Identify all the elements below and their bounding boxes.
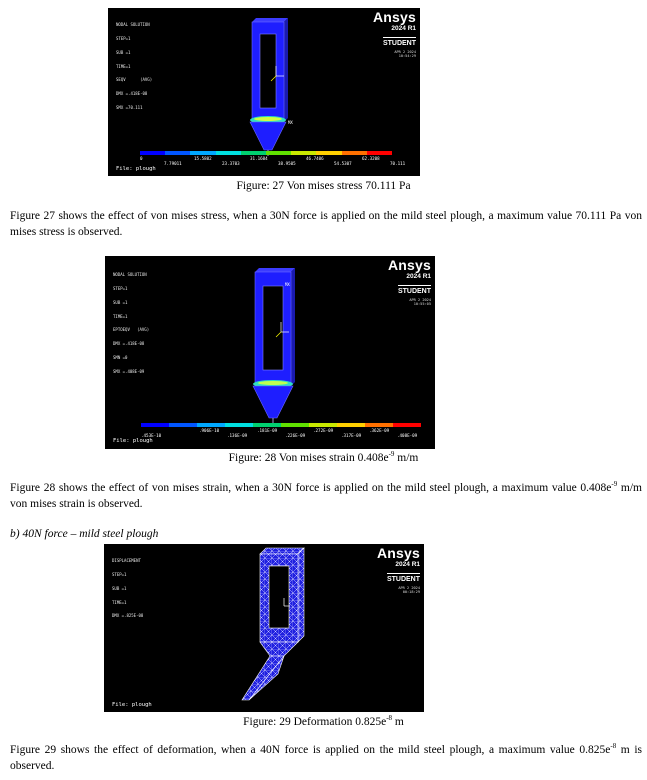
header-line: SUB =1 xyxy=(116,49,131,55)
legend-label: .181E-09 xyxy=(257,428,278,433)
legend-label: 0 xyxy=(140,156,143,161)
color-legend xyxy=(140,151,392,155)
paragraph-figure-29 xyxy=(10,742,642,774)
date-label: APR 2 2024 xyxy=(398,586,420,590)
figure-29-caption xyxy=(0,716,647,728)
max-tag: MX xyxy=(288,120,293,125)
para-text-end: m/m von mises strain is observed. xyxy=(10,482,642,510)
legend-label: 38.9505 xyxy=(278,161,296,166)
ansys-logo: Ansys xyxy=(372,9,416,25)
legend-swatch xyxy=(165,151,190,155)
legend-label: 7.79011 xyxy=(164,161,182,166)
header-line: DMX =.418E-08 xyxy=(113,341,145,347)
legend-label: 23.3703 xyxy=(222,161,240,166)
time-label: 10:55:05 xyxy=(413,302,431,307)
legend-label: .906E-10 xyxy=(199,428,220,433)
caption-unit: m xyxy=(392,716,404,728)
version-label: 2024 R1 xyxy=(406,273,431,280)
figure-28-caption xyxy=(0,452,647,464)
legend-label: .453E-10 xyxy=(141,433,162,438)
file-label: File: plough xyxy=(113,438,153,444)
header-line: NODAL SOLUTION xyxy=(113,272,147,278)
legend-swatch xyxy=(337,423,365,427)
fig28-model xyxy=(105,256,435,449)
date-label: APR 2 2024 xyxy=(409,298,431,302)
header-line: NODAL SOLUTION xyxy=(116,22,150,28)
caption-exponent: -9 xyxy=(388,450,395,459)
header-line: SUB =1 xyxy=(112,585,127,591)
legend-label: .408E-09 xyxy=(397,433,418,438)
fig29-mesh-model xyxy=(104,544,424,712)
header-line: STEP=1 xyxy=(112,571,127,577)
legend-swatch xyxy=(197,423,225,427)
caption-unit: m/m xyxy=(394,452,419,464)
legend-swatch xyxy=(291,151,316,155)
legend-swatch xyxy=(253,423,281,427)
figure-29-image xyxy=(104,544,424,712)
figure-27-caption: Figure: 27 Von mises stress 70.111 Pa xyxy=(236,180,411,192)
legend-swatch xyxy=(169,423,197,427)
para-text: Figure 29 shows the effect of deformation, when a 40N force is applied on the mild steel plough, a maximum value 0.825e xyxy=(10,744,611,756)
header-line: DMX =.825E-08 xyxy=(112,613,144,619)
legend-swatch xyxy=(225,423,253,427)
header-line: SMX =.408E-09 xyxy=(113,368,145,374)
legend-swatch xyxy=(190,151,215,155)
header-line: SMX =70.111 xyxy=(116,104,143,110)
header-line: SEQV (AVG) xyxy=(116,77,153,83)
legend-label: .226E-09 xyxy=(285,433,306,438)
legend-swatch xyxy=(316,151,341,155)
legend-swatch xyxy=(342,151,367,155)
caption-exponent: -8 xyxy=(386,714,393,723)
legend-label: 70.111 xyxy=(390,161,406,166)
version-label: 2024 R1 xyxy=(395,561,420,568)
figure-28-image xyxy=(105,256,435,449)
paragraph-figure-27: Figure 27 shows the effect of von mises stress, when a 30N force is applied on the mild steel plough, a maximum value 70.111 Pa von mises stress is observed. xyxy=(10,210,642,238)
time-label: 10:54:29 xyxy=(398,54,416,59)
legend-label: 62.3208 xyxy=(362,156,380,161)
legend-swatch xyxy=(393,423,421,427)
header-line: STEP=1 xyxy=(113,285,128,291)
header-line: EPTOEQV (AVG) xyxy=(113,327,150,333)
header-line: DMX =.418E-08 xyxy=(116,91,148,97)
legend-swatch xyxy=(241,151,266,155)
figure-27-image xyxy=(108,8,420,176)
legend-swatch xyxy=(365,423,393,427)
para-exponent: -9 xyxy=(611,480,618,489)
legend-label: .136E-09 xyxy=(227,433,248,438)
ansys-logo: Ansys xyxy=(376,545,420,561)
legend-swatch xyxy=(367,151,392,155)
header-line: SMN =0 xyxy=(113,354,128,360)
file-label: File: plough xyxy=(116,166,156,172)
legend-swatch xyxy=(141,423,169,427)
header-line: DISPLACEMENT xyxy=(112,558,141,564)
caption-text: Figure: 28 Von mises strain 0.408e xyxy=(228,452,389,464)
legend-swatch xyxy=(140,151,165,155)
legend-label: 54.5307 xyxy=(334,161,352,166)
legend-label: .317E-09 xyxy=(341,433,362,438)
header-line: STEP=1 xyxy=(116,35,131,41)
para-text: Figure 28 shows the effect of von mises strain, when a 30N force is applied on the mild steel plough, a maximum value 0.408e xyxy=(10,482,612,494)
header-line: TIME=1 xyxy=(116,63,131,69)
legend-swatch xyxy=(309,423,337,427)
version-label: 2024 R1 xyxy=(391,25,416,32)
header-line: TIME=1 xyxy=(112,599,127,605)
paragraph-figure-28 xyxy=(10,480,642,512)
legend-label: 46.7406 xyxy=(306,156,324,161)
legend-label: .272E-09 xyxy=(313,428,334,433)
section-heading-b: b) 40N force – mild steel plough xyxy=(10,528,159,540)
para-text-end: m is observed. xyxy=(10,744,642,772)
caption-text: Figure: 29 Deformation 0.825e xyxy=(243,716,387,728)
legend-swatch xyxy=(216,151,241,155)
max-tag: MX xyxy=(285,282,290,287)
header-line: TIME=1 xyxy=(113,313,128,319)
edition-label: STUDENT xyxy=(387,573,420,584)
legend-label: 15.5802 xyxy=(194,156,212,161)
ansys-logo: Ansys xyxy=(387,257,431,273)
legend-label: .362E-09 xyxy=(369,428,390,433)
date-label: APR 2 2024 xyxy=(394,50,416,54)
color-legend xyxy=(141,423,421,427)
legend-swatch xyxy=(266,151,291,155)
edition-label: STUDENT xyxy=(383,37,416,48)
edition-label: STUDENT xyxy=(398,285,431,296)
para-exponent: -8 xyxy=(610,742,617,751)
legend-swatch xyxy=(281,423,309,427)
file-label: File: plough xyxy=(112,702,152,708)
header-line: SUB =1 xyxy=(113,299,128,305)
legend-label: 31.1604 xyxy=(250,156,268,161)
time-label: 00:18:29 xyxy=(402,590,420,595)
